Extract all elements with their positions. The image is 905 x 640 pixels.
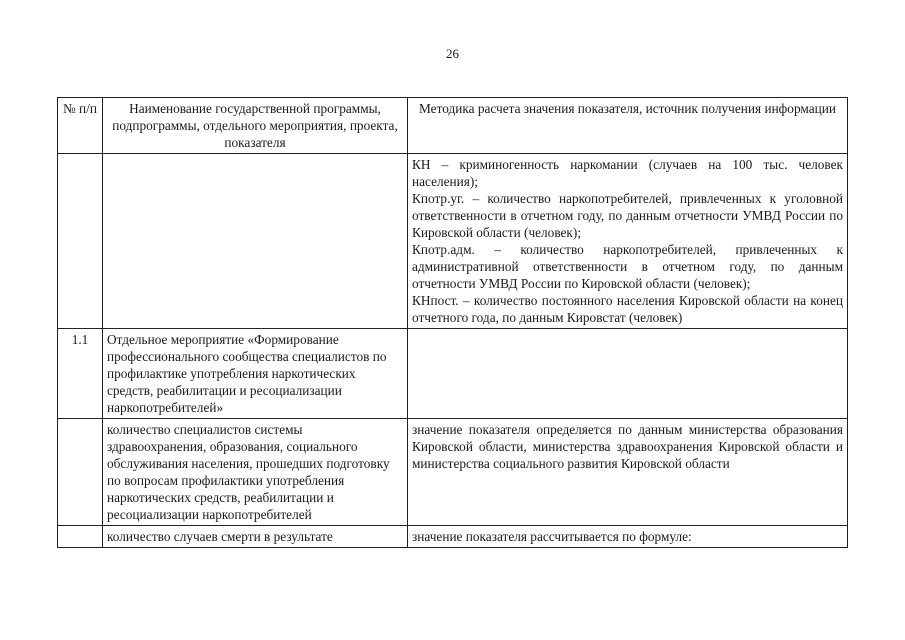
header-method: Методика расчета значения показателя, источник получения информации <box>408 98 848 154</box>
row-num <box>58 154 103 329</box>
row-method <box>408 419 848 526</box>
row-method <box>408 329 848 419</box>
table-row <box>58 526 848 548</box>
row-num <box>58 526 103 548</box>
header-name: Наименование государственной программы, подпрограммы, отдельного мероприятия, проекта, показателя <box>103 98 408 154</box>
method-line: значение показателя рассчитывается по формуле: <box>412 529 692 544</box>
method-line: КН – криминогенность наркомании (случаев на 100 тыс. человек населения); <box>412 157 843 189</box>
indicator-table <box>57 97 848 548</box>
row-num <box>58 419 103 526</box>
row-method <box>408 154 848 329</box>
method-line: Кпотр.уг. – количество наркопотребителей, привлеченных к уголовной ответственности в отчетном году, по данным отчетности УМВД России по Кировской области (человек); <box>412 191 843 240</box>
page-number: 26 <box>446 46 459 61</box>
method-line: значение показателя определяется по данным министерства образования Кировской области, министерства здравоохранения Кировской области и министерства социального развития Кировской области <box>412 422 843 471</box>
method-line: КНпост. – количество постоянного населения Кировской области на конец отчетного года, по данным Кировстат (человек) <box>412 293 843 325</box>
table-row <box>58 154 848 329</box>
method-line: Кпотр.адм. – количество наркопотребителей, привлеченных к административной ответственности в отчетном году, по данным отчетности УМВД России по Кировской области (человек); <box>412 242 843 291</box>
row-name: количество специалистов системы здравоохранения, образования, социального обслуживания населения, прошедших подготовку по вопросам профилактики употребления наркотических средств, реабилитации и ресоциализации наркопотребителей <box>103 419 408 526</box>
row-method <box>408 526 848 548</box>
table-header-row <box>58 98 848 154</box>
row-num: 1.1 <box>58 329 103 419</box>
row-name <box>103 154 408 329</box>
table-row <box>58 329 848 419</box>
table-row <box>58 419 848 526</box>
row-name: количество случаев смерти в результате <box>103 526 408 548</box>
row-name: Отдельное мероприятие «Формирование профессионального сообщества специалистов по профилактике употребления наркотических средств, реабилитации и ресоциализации наркопотребителей» <box>103 329 408 419</box>
header-num: № п/п <box>58 98 103 154</box>
